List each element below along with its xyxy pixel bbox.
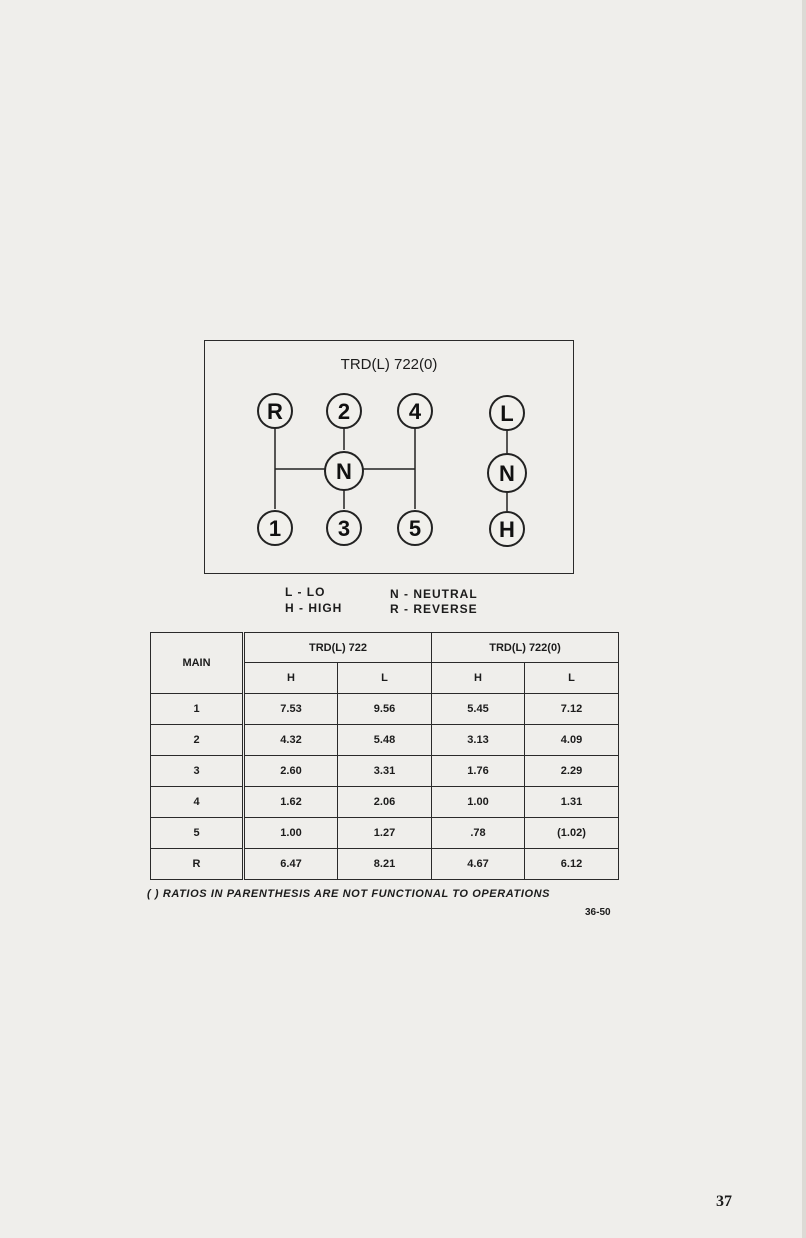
- knob-label-2: 2: [337, 399, 351, 424]
- shift-pattern-graphic: [205, 341, 575, 575]
- table-row: [151, 725, 619, 756]
- subheader-l: L: [338, 663, 432, 694]
- shift-pattern-diagram: [204, 340, 574, 574]
- ratio-cell: 6.12: [525, 849, 619, 880]
- page-number: 37: [716, 1193, 732, 1210]
- main-gear-cell: 5: [151, 818, 244, 849]
- knob-label-4: 4: [408, 399, 422, 424]
- main-gear-cell: R: [151, 849, 244, 880]
- ratio-cell: 1.00: [244, 818, 338, 849]
- table-row: [151, 849, 619, 880]
- ratio-cell: 9.56: [338, 694, 432, 725]
- knob-label-n-aux: N: [499, 461, 515, 486]
- main-gear-cell: 4: [151, 787, 244, 818]
- figure-id: 36-50: [585, 907, 611, 918]
- knob-label-3: 3: [337, 516, 351, 541]
- ratio-cell: 3.31: [338, 756, 432, 787]
- ratio-cell: 4.67: [432, 849, 525, 880]
- legend-neutral: N - NEUTRAL: [390, 587, 478, 601]
- subheader-h: H: [432, 663, 525, 694]
- footnote: ( ) RATIOS IN PARENTHESIS ARE NOT FUNCTIONAL TO OPERATIONS: [147, 888, 551, 900]
- ratio-cell: (1.02): [525, 818, 619, 849]
- ratio-cell: 3.13: [432, 725, 525, 756]
- knob-label-l: L: [500, 401, 514, 426]
- knob-label-5: 5: [408, 516, 422, 541]
- ratio-cell: 6.47: [244, 849, 338, 880]
- table-row: [151, 787, 619, 818]
- knob-label-1: 1: [268, 516, 282, 541]
- knob-label-n-main: N: [336, 459, 352, 484]
- ratio-cell: 1.00: [432, 787, 525, 818]
- group-header-722-0: TRD(L) 722(0): [432, 633, 619, 663]
- ratio-cell: 1.76: [432, 756, 525, 787]
- table-row: [151, 694, 619, 725]
- ratio-cell: 5.48: [338, 725, 432, 756]
- subheader-h: H: [244, 663, 338, 694]
- ratio-cell: 1.31: [525, 787, 619, 818]
- ratio-cell: 7.53: [244, 694, 338, 725]
- main-gear-cell: 2: [151, 725, 244, 756]
- ratio-cell: 1.62: [244, 787, 338, 818]
- table-header-row: [151, 633, 619, 663]
- main-gear-cell: 3: [151, 756, 244, 787]
- diagram-title: TRD(L) 722(0): [340, 356, 438, 373]
- main-gear-cell: 1: [151, 694, 244, 725]
- gear-ratio-table: [150, 632, 619, 880]
- ratio-cell: .78: [432, 818, 525, 849]
- ratio-cell: 7.12: [525, 694, 619, 725]
- knob-label-r: R: [267, 399, 283, 424]
- page-edge: [802, 0, 806, 1238]
- legend-high: H - HIGH: [285, 601, 343, 615]
- main-header: MAIN: [151, 633, 244, 694]
- ratio-cell: 4.09: [525, 725, 619, 756]
- knob-label-h: H: [499, 517, 515, 542]
- ratio-cell: 8.21: [338, 849, 432, 880]
- subheader-l: L: [525, 663, 619, 694]
- ratio-cell: 2.29: [525, 756, 619, 787]
- legend-reverse: R - REVERSE: [390, 602, 478, 616]
- table-row: [151, 756, 619, 787]
- ratio-cell: 1.27: [338, 818, 432, 849]
- table-row: [151, 818, 619, 849]
- ratio-cell: 4.32: [244, 725, 338, 756]
- group-header-722: TRD(L) 722: [244, 633, 432, 663]
- legend-lo: L - LO: [285, 585, 326, 599]
- ratio-cell: 2.60: [244, 756, 338, 787]
- ratio-cell: 2.06: [338, 787, 432, 818]
- ratio-cell: 5.45: [432, 694, 525, 725]
